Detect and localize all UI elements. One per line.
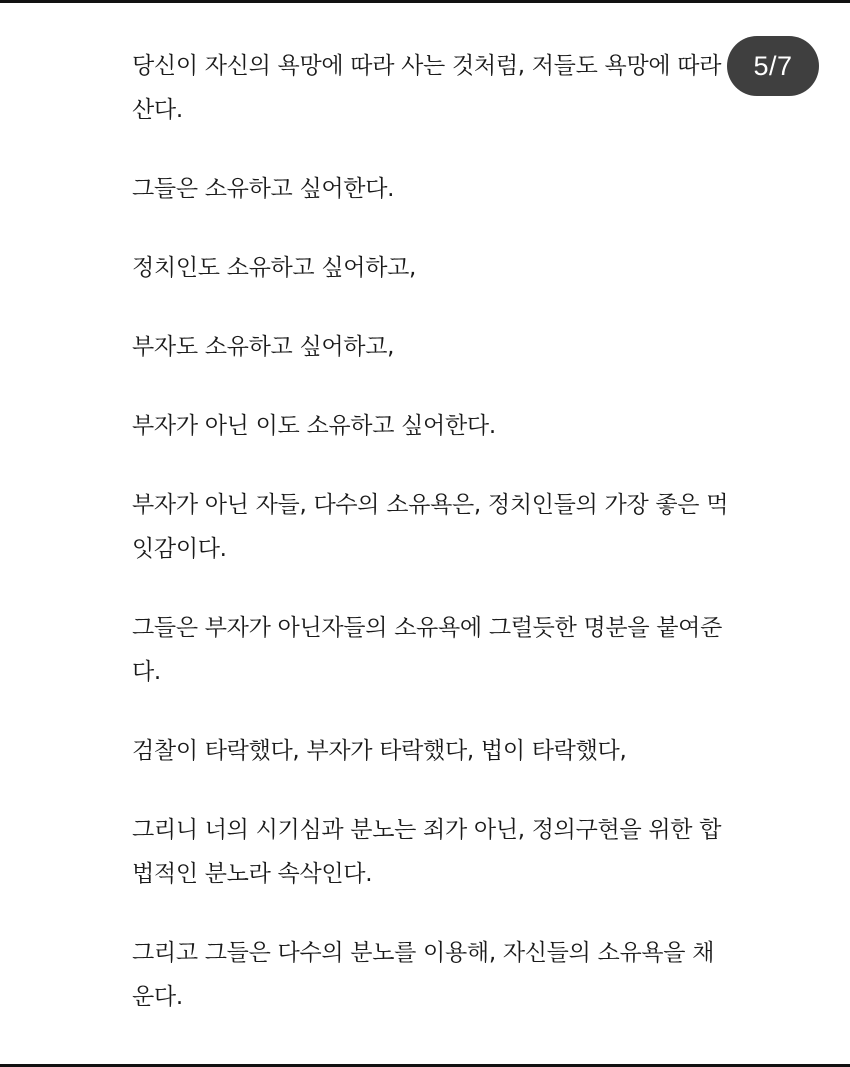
paragraph-9: 그리니 너의 시기심과 분노는 죄가 아닌, 정의구현을 위한 합법적인 분노라 속삭인다. <box>132 817 722 887</box>
article-body <box>132 44 732 1019</box>
paragraph-2: 그들은 소유하고 싶어한다. <box>132 176 395 202</box>
paragraph-8: 검찰이 타락했다, 부자가 타락했다, 법이 타락했다, <box>132 738 627 764</box>
paragraph-3: 정치인도 소유하고 싶어하고, <box>132 255 417 281</box>
paragraph-6: 부자가 아닌 자들, 다수의 소유욕은, 정치인들의 가장 좋은 먹잇감이다. <box>132 492 729 562</box>
paragraph-10: 그리고 그들은 다수의 분노를 이용해, 자신들의 소유욕을 채운다. <box>132 940 715 1010</box>
page-indicator-badge: 5/7 <box>727 36 819 96</box>
paragraph-7: 그들은 부자가 아닌자들의 소유욕에 그럴듯한 명분을 붙여준다. <box>132 615 723 685</box>
top-divider <box>0 0 850 3</box>
paragraph-1: 당신이 자신의 욕망에 따라 사는 것처럼, 저들도 욕망에 따라 산다. <box>132 53 722 123</box>
paragraph-5: 부자가 아닌 이도 소유하고 싶어한다. <box>132 413 496 439</box>
paragraph-4: 부자도 소유하고 싶어하고, <box>132 334 395 360</box>
